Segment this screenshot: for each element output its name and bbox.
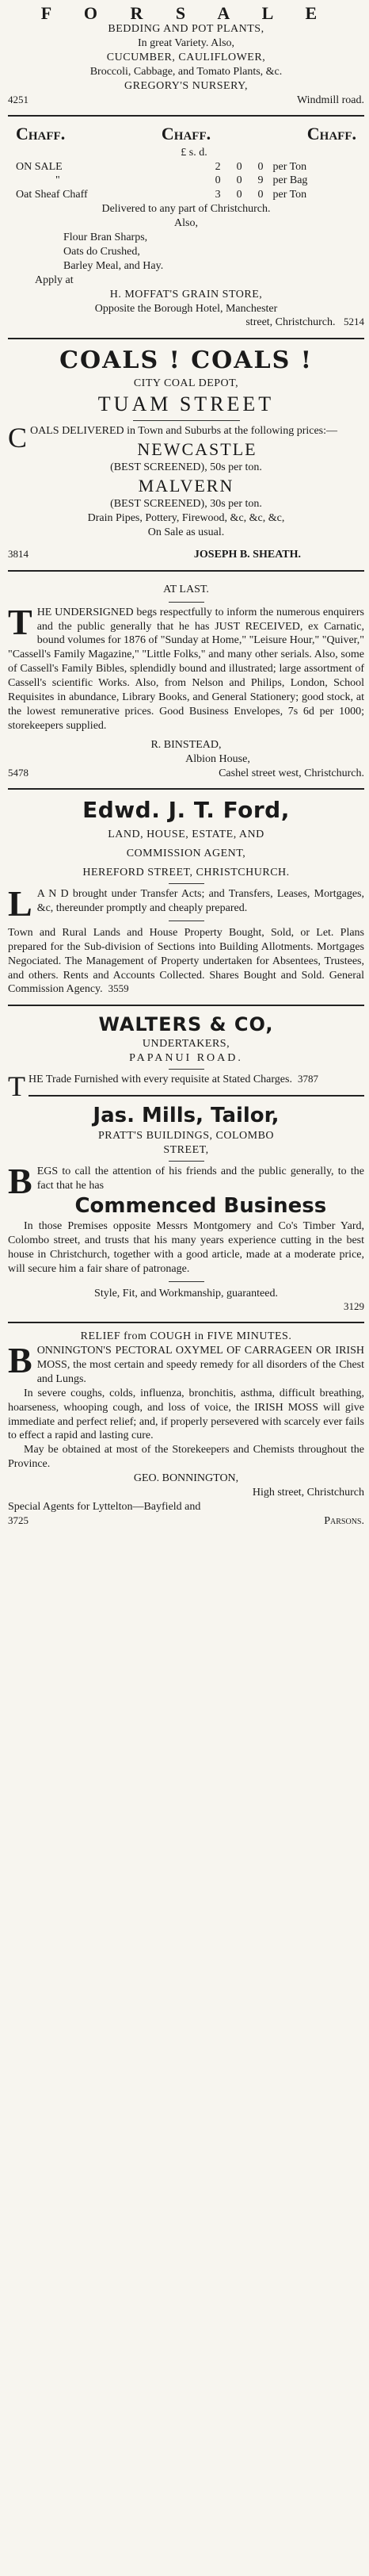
- for-sale-line2: In great Variety. Also,: [137, 36, 235, 49]
- mills-intro-text: EGS to call the attention of his friends and the public generally, to the fact that he has: [36, 1165, 364, 1192]
- walters-heading: WALTERS & CO,: [98, 1013, 274, 1036]
- divider: [169, 1069, 204, 1070]
- chaff-row-shillings: 0: [236, 160, 242, 173]
- ford-para1: [8, 883, 364, 924]
- divider: [8, 1322, 364, 1323]
- for-sale-footer: [8, 94, 364, 108]
- coals-price-malvern: (BEST SCREENED), 30s per ton.: [110, 498, 262, 511]
- chaff-price-table: [8, 160, 364, 203]
- chaff-price-row: [8, 188, 364, 202]
- ford-para2-text: Town and Rural Lands and House Property Bought, Sold, or Let. Plans prepared for the Sub-division of Sections into Building Allotments. Mortgages Negociated. The Management of Property undertaken for Absentees, Trustees, and others. Rents and Accounts Collected. Shares Bought and Sold. General Commission Agency.: [8, 926, 364, 996]
- chaff-also: Also,: [174, 217, 198, 230]
- chaff-row-pounds: 3: [215, 189, 221, 201]
- ad-bonnington: [8, 1326, 364, 1533]
- ford-line1: LAND, HOUSE, ESTATE, AND: [108, 829, 264, 841]
- coals-usual: On Sale as usual.: [147, 526, 225, 538]
- ford-para2: [8, 926, 364, 997]
- chaff-footer: [8, 316, 364, 330]
- divider: [169, 1281, 204, 1282]
- coals-street: TUAM STREET: [97, 392, 275, 415]
- at-last-heading: AT LAST.: [163, 583, 209, 595]
- ford-para1-text: A N D brought under Transfer Acts; and Transfers, Leases, Mortgages, &c, thereunder promptly and cheaply prepared.: [36, 888, 364, 914]
- for-sale-heading: F O R S A L E: [40, 3, 332, 23]
- ad-mills: [8, 1100, 364, 1319]
- ad-walters: [8, 1009, 364, 1102]
- for-sale-line5: GREGORY'S NURSERY,: [124, 79, 248, 92]
- at-last-name: R. BINSTEAD,: [150, 738, 222, 751]
- divider: [8, 570, 364, 572]
- chaff-street: street, Christchurch.: [245, 316, 336, 329]
- bonnington-ref: 3725: [8, 1514, 29, 1526]
- chaff-row-pounds: 2: [215, 160, 221, 173]
- chaff-item-2: Oats do Crushed,: [63, 245, 140, 258]
- chaff-row-pence: 0: [257, 189, 264, 201]
- coals-extras: Drain Pipes, Pottery, Firewood, &c, &c, &c,: [87, 511, 285, 524]
- for-sale-line1: BEDDING AND POT PLANTS,: [108, 23, 264, 35]
- coals-ref: 3814: [8, 547, 29, 560]
- chaff-item-1: Flour Bran Sharps,: [63, 232, 148, 244]
- bonnington-obtain: May be obtained at most of the Storekeepers and Chemists throughout the Province.: [8, 1444, 364, 1471]
- bonnington-agents-text: Special Agents for Lyttelton—Bayfield and: [8, 1500, 201, 1513]
- chaff-row-pounds: 0: [215, 174, 221, 187]
- chaff-row-pence: 9: [257, 174, 264, 187]
- chaff-price-row: [8, 160, 364, 174]
- chaff-heading-row: [8, 123, 364, 145]
- ad-chaff: [8, 120, 364, 335]
- bonnington-agents: [8, 1500, 364, 1514]
- divider: [169, 883, 204, 884]
- mills-body: In those Premises opposite Messrs Montgomery and Co's Timber Yard, Colombo street, and trusts that his many years experience cutting in the best house in Christchurch, together with a good article, made at a moderate price, will secure him a fair share of patronage.: [8, 1219, 364, 1275]
- for-sale-address: Windmill road.: [297, 94, 364, 106]
- chaff-heading-2: Chaff.: [161, 124, 211, 144]
- ford-line3: HEREFORD STREET, CHRISTCHURCH.: [82, 867, 290, 879]
- coals-heading: COALS ! COALS !: [59, 346, 313, 375]
- chaff-row-shillings: 0: [236, 174, 242, 187]
- divider: [8, 788, 364, 790]
- chaff-opposite: Opposite the Borough Hotel, Manchester: [94, 302, 278, 315]
- chaff-ref: 5214: [344, 316, 364, 328]
- chaff-delivered: Delivered to any part of Christchurch.: [101, 203, 271, 216]
- mills-heading: Jas. Mills, Tailor,: [93, 1103, 280, 1127]
- for-sale-line3: CUCUMBER, CAULIFLOWER,: [106, 51, 266, 63]
- ad-coals: [8, 343, 364, 566]
- ford-drop-cap: L: [8, 883, 32, 924]
- divider: [8, 1005, 364, 1006]
- walters-ref: 3787: [297, 1072, 318, 1085]
- divider: [8, 115, 364, 117]
- coals-depot: CITY COAL DEPOT,: [133, 377, 239, 389]
- walters-body-text: HE Trade Furnished with every requisite at Stated Charges.: [29, 1073, 292, 1085]
- for-sale-line4: Broccoli, Cabbage, and Tomato Plants, &c.: [89, 65, 283, 78]
- chaff-row-label: ": [55, 174, 60, 187]
- at-last-body: [8, 601, 364, 733]
- chaff-row-shillings: 0: [236, 189, 242, 201]
- bonnington-body: In severe coughs, colds, influenza, bronchitis, asthma, difficult breathing, hoarseness, whooping cough, and loss of voice, the IRISH MOSS will give immediate and perfect relief; and, if properly persevered with scarcely ever fails to effect a rapid and lasting cure.: [8, 1387, 364, 1442]
- mills-line1: PRATT'S BUILDINGS, COLOMBO: [97, 1130, 275, 1143]
- coals-intro-text: OALS DELIVERED in Town and Suburbs at the following prices:—: [30, 424, 338, 437]
- coals-name: JOSEPH B. SHEATH.: [193, 548, 301, 561]
- walters-body: [8, 1070, 364, 1102]
- chaff-row-unit: per Ton: [272, 160, 307, 173]
- coals-brand-malvern: MALVERN: [138, 475, 234, 496]
- walters-line2: PAPANUI ROAD.: [129, 1051, 243, 1064]
- chaff-apply: Apply at: [35, 274, 74, 286]
- chaff-units: £ s. d.: [181, 146, 207, 159]
- bonnington-agents2: Parsons.: [324, 1514, 364, 1527]
- chaff-heading-3: Chaff.: [306, 124, 356, 144]
- at-last-drop-cap: T: [8, 601, 32, 642]
- divider: [29, 1095, 364, 1097]
- divider: [169, 1161, 204, 1162]
- for-sale-ref: 4251: [8, 93, 29, 105]
- coals-drop-cap: C: [8, 421, 28, 454]
- chaff-row-unit: per Bag: [272, 174, 308, 187]
- at-last-ref: 5478: [8, 766, 29, 779]
- bonnington-intro: [8, 1340, 364, 1387]
- chaff-row-label: Oat Sheaf Chaff: [16, 189, 88, 201]
- mills-intro: [8, 1160, 364, 1201]
- divider: [133, 420, 240, 421]
- walters-line1: UNDERTAKERS,: [142, 1038, 230, 1051]
- at-last-house: Albion House,: [185, 752, 250, 765]
- divider: [169, 602, 204, 603]
- mills-drop-cap: B: [8, 1160, 32, 1201]
- bonnington-drop-cap: B: [8, 1340, 32, 1381]
- chaff-row-pence: 0: [257, 160, 264, 173]
- ford-line2: COMMISSION AGENT,: [126, 848, 246, 860]
- ad-at-last: [8, 575, 364, 786]
- mills-line2: STREET,: [163, 1143, 209, 1156]
- bonnington-name: GEO. BONNINGTON,: [133, 1472, 239, 1485]
- bonnington-intro-text: ONNINGTON'S PECTORAL OXYMEL OF CARRAGEEN OR IRISH MOSS, the most certain and speedy remedy for all disorders of the Chest and Lungs.: [36, 1345, 364, 1385]
- chaff-store: H. MOFFAT'S GRAIN STORE,: [109, 288, 263, 300]
- at-last-footer: [8, 767, 364, 781]
- walters-drop-cap: T: [8, 1070, 25, 1102]
- ford-heading: Edwd. J. T. Ford,: [82, 797, 290, 824]
- chaff-price-row: [8, 174, 364, 188]
- ad-ford: [8, 793, 364, 1001]
- divider: [8, 338, 364, 339]
- at-last-body-text: HE UNDERSIGNED begs respectfully to inform the numerous enquirers and the public generally that he has JUST RECEIVED, ex Carnatic, bound volumes for 1876 of "Sunday at Home," "Leisure Hour," "Quiver," "Cassell's Family Magazine," "Little Folks," and many other serials. Also, some of Cassell's Family Bibles, splendidly bound and illustrated; large assortment of Cassell's scientific Works. Also, from Nelson and Philips, London, School Requisites in abundance, Library Books, and General Stationery; good stock, at the lowest remunerative prices. Good Business Envelopes, 7s 6d per 1000; storekeepers supplied.: [8, 606, 364, 732]
- ad-for-sale: [8, 0, 364, 112]
- bonnington-address: High street, Christchurch: [252, 1487, 364, 1499]
- coals-brand-newcastle: NEWCASTLE: [137, 438, 257, 459]
- chaff-heading-1: Chaff.: [16, 124, 66, 144]
- coals-price-newcastle: (BEST SCREENED), 50s per ton.: [110, 461, 262, 473]
- mills-ref: 3129: [344, 1300, 364, 1313]
- mills-commenced: Commenced Business: [74, 1193, 327, 1218]
- chaff-row-unit: per Ton: [272, 189, 307, 201]
- bonnington-heading: RELIEF from COUGH in FIVE MINUTES.: [80, 1330, 292, 1343]
- at-last-address: Cashel street west, Christchurch.: [219, 767, 364, 779]
- chaff-row-label: ON SALE: [16, 160, 63, 173]
- chaff-item-3: Barley Meal, and Hay.: [63, 259, 164, 272]
- coals-footer: [8, 548, 364, 562]
- mills-style: Style, Fit, and Workmanship, guaranteed.: [94, 1287, 278, 1299]
- ford-ref: 3559: [108, 982, 129, 995]
- bonnington-footer: [8, 1514, 364, 1529]
